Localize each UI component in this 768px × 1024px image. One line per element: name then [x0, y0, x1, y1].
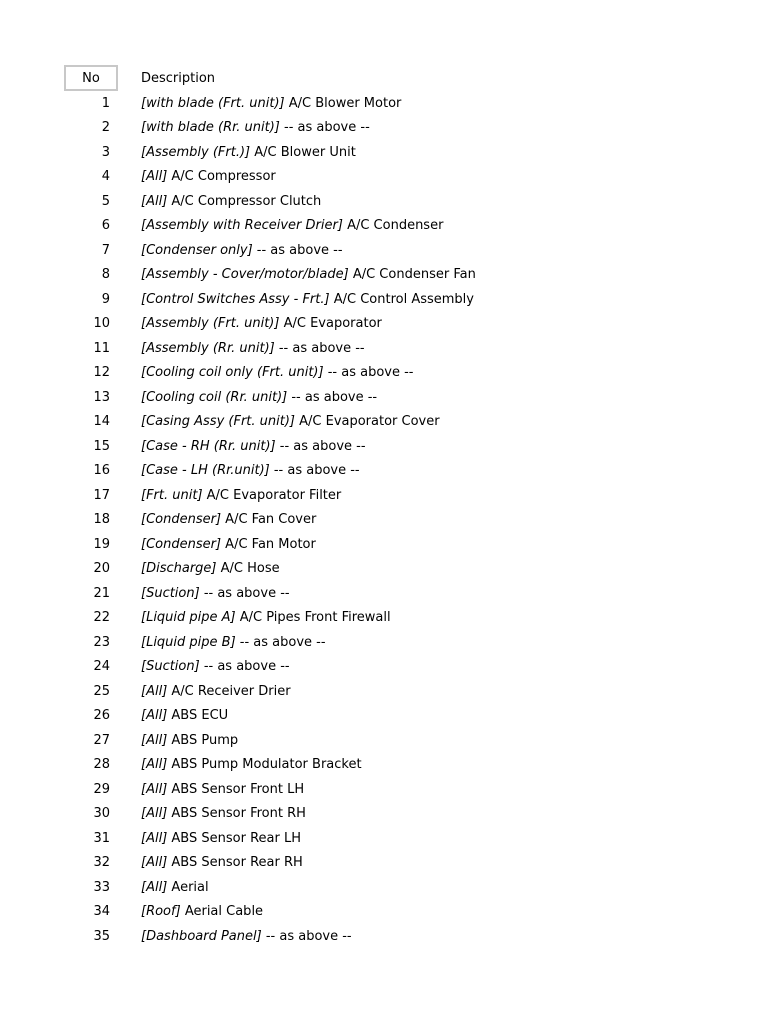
part-name: A/C Condenser — [347, 218, 444, 234]
row-number: 10 — [93, 316, 110, 332]
part-qualifier: [All] — [141, 830, 168, 846]
part-name: A/C Blower Unit — [254, 144, 356, 160]
part-name: ABS Sensor Rear RH — [171, 855, 303, 871]
table-row — [64, 312, 704, 337]
table-row — [64, 851, 704, 876]
row-description — [141, 512, 704, 527]
row-number: 7 — [101, 242, 110, 258]
row-description — [141, 145, 704, 160]
row-number: 15 — [93, 438, 110, 454]
row-description — [141, 659, 704, 674]
row-description — [141, 414, 704, 429]
part-qualifier: [Casing Assy (Frt. unit)] — [141, 414, 295, 430]
part-name: ABS Sensor Front RH — [171, 806, 306, 822]
row-number: 18 — [93, 512, 110, 528]
part-name: -- as above -- — [265, 928, 352, 944]
row-description — [141, 169, 704, 184]
part-qualifier: [Liquid pipe B] — [141, 634, 236, 650]
table-row — [64, 263, 704, 288]
row-number: 14 — [93, 414, 110, 430]
table-row — [64, 214, 704, 239]
row-number: 32 — [93, 855, 110, 871]
part-qualifier: [Suction] — [141, 659, 200, 675]
part-name: -- as above -- — [203, 659, 290, 675]
part-name: A/C Pipes Front Firewall — [239, 610, 391, 626]
part-name: A/C Evaporator Cover — [299, 414, 440, 430]
part-qualifier: [Condenser only] — [141, 242, 253, 258]
row-number: 30 — [93, 806, 110, 822]
part-qualifier: [Discharge] — [141, 561, 217, 577]
part-qualifier: [All] — [141, 193, 168, 209]
row-description — [141, 316, 704, 331]
part-name: A/C Fan Motor — [225, 536, 316, 552]
row-number: 4 — [101, 169, 110, 185]
row-number: 33 — [93, 879, 110, 895]
table-row — [64, 581, 704, 606]
part-qualifier: [Assembly - Cover/motor/blade] — [141, 267, 349, 283]
table-row — [64, 924, 704, 949]
table-row — [64, 336, 704, 361]
part-name: ABS Sensor Rear LH — [171, 830, 301, 846]
table-row — [64, 777, 704, 802]
part-qualifier: [All] — [141, 781, 168, 797]
row-number: 1 — [101, 95, 110, 111]
table-row — [64, 802, 704, 827]
row-description — [141, 929, 704, 944]
row-description — [141, 708, 704, 723]
row-description — [141, 120, 704, 135]
row-description — [141, 635, 704, 650]
part-qualifier: [Assembly (Rr. unit)] — [141, 340, 275, 356]
table-row — [64, 434, 704, 459]
row-description — [141, 684, 704, 699]
part-name: -- as above -- — [279, 438, 366, 454]
table-row — [64, 532, 704, 557]
table-row — [64, 116, 704, 141]
part-qualifier: [Cooling coil only (Frt. unit)] — [141, 365, 324, 381]
row-description — [141, 194, 704, 209]
row-number: 2 — [101, 120, 110, 136]
row-description — [141, 292, 704, 307]
part-name: A/C Compressor Clutch — [171, 193, 322, 209]
part-name: ABS ECU — [171, 708, 229, 724]
part-name: ABS Sensor Front LH — [171, 781, 305, 797]
table-row — [64, 728, 704, 753]
row-number: 27 — [93, 732, 110, 748]
row-number: 29 — [93, 781, 110, 797]
row-description — [141, 610, 704, 625]
row-number: 24 — [93, 659, 110, 675]
no-column-header[interactable]: No — [64, 65, 118, 91]
part-qualifier: [Frt. unit] — [141, 487, 203, 503]
row-number: 11 — [93, 340, 110, 356]
row-description — [141, 341, 704, 356]
part-name: -- as above -- — [278, 340, 365, 356]
row-description — [141, 267, 704, 282]
table-row — [64, 459, 704, 484]
part-name: Aerial — [171, 879, 209, 895]
part-name: -- as above -- — [256, 242, 343, 258]
row-number: 13 — [93, 389, 110, 405]
row-description — [141, 439, 704, 454]
table-row — [64, 900, 704, 925]
part-name: A/C Evaporator Filter — [206, 487, 342, 503]
part-name: Aerial Cable — [184, 904, 264, 920]
part-name: ABS Pump — [171, 732, 239, 748]
table-row — [64, 287, 704, 312]
row-description — [141, 561, 704, 576]
part-qualifier: [Cooling coil (Rr. unit)] — [141, 389, 288, 405]
row-number: 28 — [93, 757, 110, 773]
row-number: 20 — [93, 561, 110, 577]
row-number: 12 — [93, 365, 110, 381]
table-row — [64, 826, 704, 851]
row-description — [141, 782, 704, 797]
part-name: A/C Condenser Fan — [352, 267, 476, 283]
part-name: ABS Pump Modulator Bracket — [171, 757, 362, 773]
part-qualifier: [with blade (Frt. unit)] — [141, 95, 285, 111]
part-qualifier: [Roof] — [141, 904, 181, 920]
table-row — [64, 875, 704, 900]
row-number: 8 — [101, 267, 110, 283]
table-row — [64, 483, 704, 508]
part-qualifier: [Control Switches Assy - Frt.] — [141, 291, 330, 307]
part-name: -- as above -- — [291, 389, 378, 405]
part-qualifier: [Condenser] — [141, 512, 222, 528]
row-description — [141, 855, 704, 870]
part-qualifier: [Condenser] — [141, 536, 222, 552]
table-row — [64, 753, 704, 778]
part-name: A/C Compressor — [171, 169, 276, 185]
part-name: -- as above -- — [284, 120, 370, 136]
row-description — [141, 831, 704, 846]
part-qualifier: [All] — [141, 732, 168, 748]
part-name: -- as above -- — [239, 634, 326, 650]
table-header-row — [64, 65, 704, 91]
part-qualifier: [All] — [141, 855, 168, 871]
row-description — [141, 904, 704, 919]
row-number: 35 — [93, 928, 110, 944]
row-description — [141, 488, 704, 503]
row-number: 3 — [101, 144, 110, 160]
row-description — [141, 733, 704, 748]
table-row — [64, 140, 704, 165]
part-name: A/C Receiver Drier — [171, 683, 291, 699]
table-row — [64, 606, 704, 631]
part-name: A/C Blower Motor — [288, 95, 402, 111]
table-row — [64, 630, 704, 655]
part-name: -- as above -- — [327, 365, 414, 381]
row-number: 34 — [93, 904, 110, 920]
part-qualifier: [Suction] — [141, 585, 200, 601]
row-number: 22 — [93, 610, 110, 626]
part-qualifier: [Dashboard Panel] — [141, 928, 262, 944]
table-row — [64, 557, 704, 582]
row-description — [141, 390, 704, 405]
part-qualifier: [Liquid pipe A] — [141, 610, 236, 626]
table-row — [64, 238, 704, 263]
row-number: 19 — [93, 536, 110, 552]
part-qualifier: [with blade (Rr. unit)] — [141, 120, 280, 136]
part-qualifier: [Case - LH (Rr.unit)] — [141, 463, 270, 479]
part-name: -- as above -- — [273, 463, 360, 479]
table-row — [64, 165, 704, 190]
table-row — [64, 410, 704, 435]
part-name: A/C Hose — [220, 561, 280, 577]
row-number: 9 — [101, 291, 110, 307]
part-qualifier: [All] — [141, 169, 168, 185]
parts-table — [64, 65, 704, 949]
part-qualifier: [Assembly with Receiver Drier] — [141, 218, 343, 234]
row-description — [141, 365, 704, 380]
part-qualifier: [All] — [141, 708, 168, 724]
row-description — [141, 96, 704, 111]
part-qualifier: [All] — [141, 683, 168, 699]
row-number: 25 — [93, 683, 110, 699]
part-qualifier: [Assembly (Frt. unit)] — [141, 316, 280, 332]
row-description — [141, 757, 704, 772]
table-row — [64, 655, 704, 680]
part-name: A/C Fan Cover — [225, 512, 317, 528]
row-number: 21 — [93, 585, 110, 601]
part-qualifier: [Assembly (Frt.)] — [141, 144, 251, 160]
table-row — [64, 679, 704, 704]
part-qualifier: [Case - RH (Rr. unit)] — [141, 438, 276, 454]
part-qualifier: [All] — [141, 757, 168, 773]
table-row — [64, 704, 704, 729]
row-number: 26 — [93, 708, 110, 724]
table-row — [64, 361, 704, 386]
row-number: 16 — [93, 463, 110, 479]
part-name: -- as above -- — [203, 585, 290, 601]
part-qualifier: [All] — [141, 806, 168, 822]
table-row — [64, 91, 704, 116]
row-number: 6 — [101, 218, 110, 234]
description-column-header: Description — [141, 70, 216, 86]
row-number: 23 — [93, 634, 110, 650]
row-number: 31 — [93, 830, 110, 846]
row-description — [141, 586, 704, 601]
row-description — [141, 880, 704, 895]
table-body — [64, 91, 704, 949]
part-name: A/C Evaporator — [283, 316, 382, 332]
row-number: 5 — [101, 193, 110, 209]
row-description — [141, 243, 704, 258]
table-row — [64, 189, 704, 214]
row-description — [141, 218, 704, 233]
row-description — [141, 537, 704, 552]
table-row — [64, 385, 704, 410]
row-description — [141, 806, 704, 821]
row-description — [141, 463, 704, 478]
table-row — [64, 508, 704, 533]
row-number: 17 — [93, 487, 110, 503]
part-name: A/C Control Assembly — [333, 291, 474, 307]
part-qualifier: [All] — [141, 879, 168, 895]
